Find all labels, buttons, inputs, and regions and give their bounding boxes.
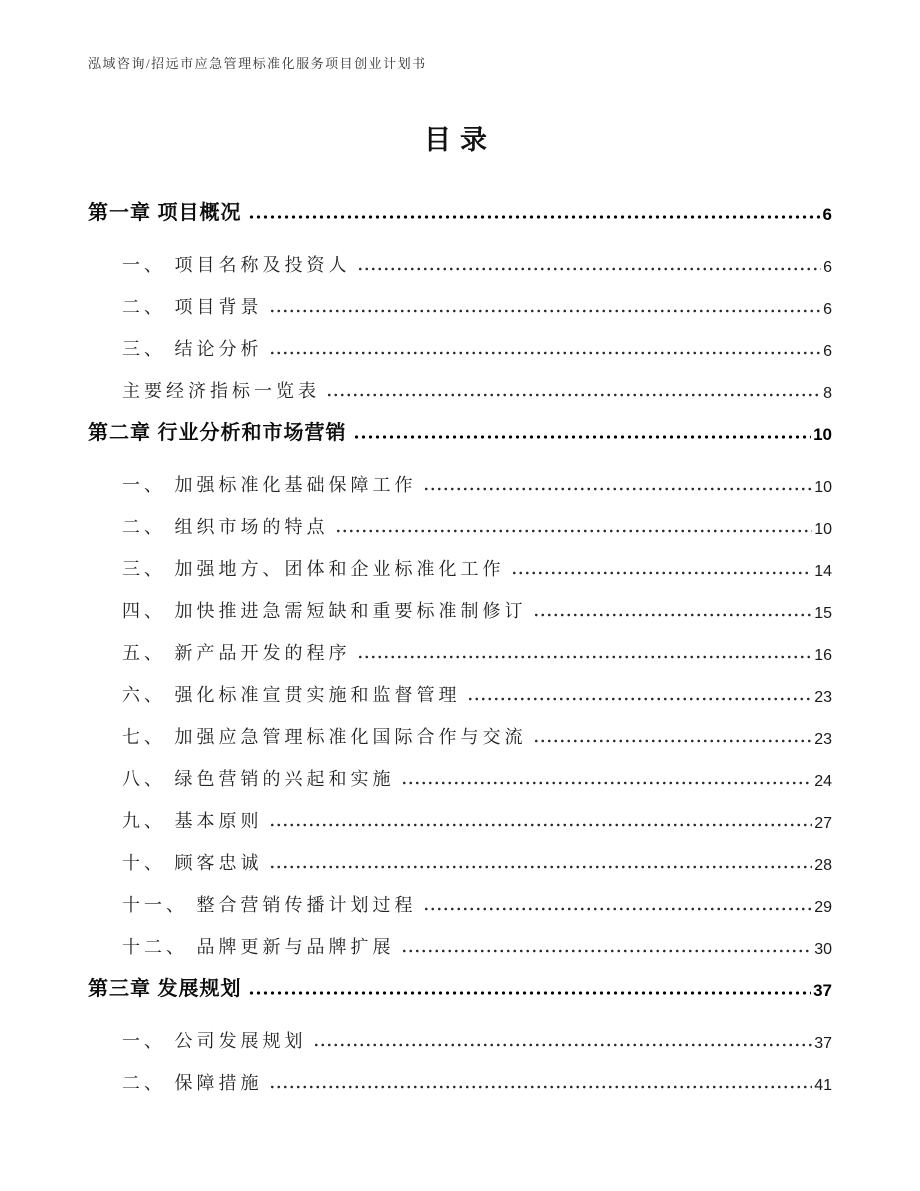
toc-item-entry[interactable] [88,807,832,833]
toc-entry-page: 29 [814,899,832,917]
toc-entry-label: 三、 加强地方、团体和企业标准化工作 [122,559,505,579]
toc-entry-label: 四、 加快推进急需短缺和重要标准制修订 [122,601,527,621]
toc-entry-page: 6 [822,205,832,225]
dot-leader [326,392,821,398]
dot-leader [401,780,813,786]
toc-entry-page: 28 [814,857,832,875]
toc-entry-label: 二、 保障措施 [122,1073,263,1093]
toc-entry-label: 九、 基本原则 [122,811,263,831]
toc-entry-page: 10 [814,479,832,497]
toc-entry-page: 23 [814,731,832,749]
dot-leader [401,948,813,954]
dot-leader [269,350,822,356]
toc-entry-label: 十一、 整合营销传播计划过程 [122,895,417,915]
toc-entry-page: 14 [814,563,832,581]
toc-entry-label: 一、 公司发展规划 [122,1031,307,1051]
document-header-text: 泓域咨询/招远市应急管理标准化服务项目创业计划书 [88,56,427,71]
toc-item-entry[interactable] [88,723,832,749]
toc-entry-page: 6 [823,259,832,277]
toc-item-entry[interactable] [88,293,832,319]
toc-chapter-entry[interactable] [88,419,832,445]
toc-entry-label: 二、 组织市场的特点 [122,517,329,537]
toc-entry-page: 30 [814,941,832,959]
toc-item-entry[interactable] [88,1069,832,1095]
toc-chapter-entry[interactable] [88,199,832,225]
toc-entry-label: 六、 强化标准宣贯实施和监督管理 [122,685,461,705]
toc-entry-page: 6 [823,301,832,319]
toc-entry-label: 第一章 项目概况 [88,202,242,224]
dot-leader [467,696,813,702]
toc-entry-page: 6 [823,343,832,361]
dot-leader [423,486,813,492]
toc-item-entry[interactable] [88,681,832,707]
toc-chapter-entry[interactable] [88,975,832,1001]
toc-entry-label: 一、 加强标准化基础保障工作 [122,475,417,495]
toc-item-entry[interactable] [88,251,832,277]
toc-item-entry[interactable] [88,377,832,403]
toc-entry-page: 10 [813,425,832,445]
toc-entry-label: 三、 结论分析 [122,339,263,359]
toc-entry-page: 15 [814,605,832,623]
toc-item-entry[interactable] [88,765,832,791]
dot-leader [335,528,813,534]
page-title: 目录 [424,125,496,155]
toc-item-entry[interactable] [88,597,832,623]
toc-entry-page: 16 [814,647,832,665]
dot-leader [511,570,813,576]
dot-leader [269,308,822,314]
toc-entry-label: 十、 顾客忠诚 [122,853,263,873]
dot-leader [269,822,813,828]
toc-item-entry[interactable] [88,849,832,875]
dot-leader [313,1042,813,1048]
toc-item-entry[interactable] [88,891,832,917]
dot-leader [357,654,813,660]
dot-leader [248,990,812,996]
dot-leader [423,906,813,912]
toc-entry-label: 第三章 发展规划 [88,978,242,1000]
dot-leader [269,864,813,870]
toc-entry-page: 10 [814,521,832,539]
toc-entry-label: 一、 项目名称及投资人 [122,255,351,275]
toc-entry-label: 七、 加强应急管理标准化国际合作与交流 [122,727,527,747]
toc-entry-page: 8 [823,385,832,403]
toc-entry-label: 第二章 行业分析和市场营销 [88,422,347,444]
toc-list [88,193,832,1111]
toc-item-entry[interactable] [88,513,832,539]
dot-leader [353,434,812,440]
toc-item-entry[interactable] [88,933,832,959]
toc-entry-label: 五、 新产品开发的程序 [122,643,351,663]
toc-item-entry[interactable] [88,555,832,581]
toc-entry-label: 八、 绿色营销的兴起和实施 [122,769,395,789]
toc-entry-page: 23 [814,689,832,707]
toc-entry-page: 24 [814,773,832,791]
dot-leader [533,738,813,744]
toc-entry-page: 27 [814,815,832,833]
toc-entry-page: 37 [814,1035,832,1053]
toc-entry-label: 主要经济指标一览表 [122,381,320,401]
toc-entry-page: 37 [813,981,832,1001]
dot-leader [357,266,822,272]
dot-leader [533,612,813,618]
toc-item-entry[interactable] [88,471,832,497]
toc-entry-page: 41 [814,1077,832,1095]
toc-item-entry[interactable] [88,1027,832,1053]
toc-item-entry[interactable] [88,639,832,665]
dot-leader [248,214,821,220]
toc-item-entry[interactable] [88,335,832,361]
toc-entry-label: 十二、 品牌更新与品牌扩展 [122,937,395,957]
dot-leader [269,1084,813,1090]
toc-entry-label: 二、 项目背景 [122,297,263,317]
